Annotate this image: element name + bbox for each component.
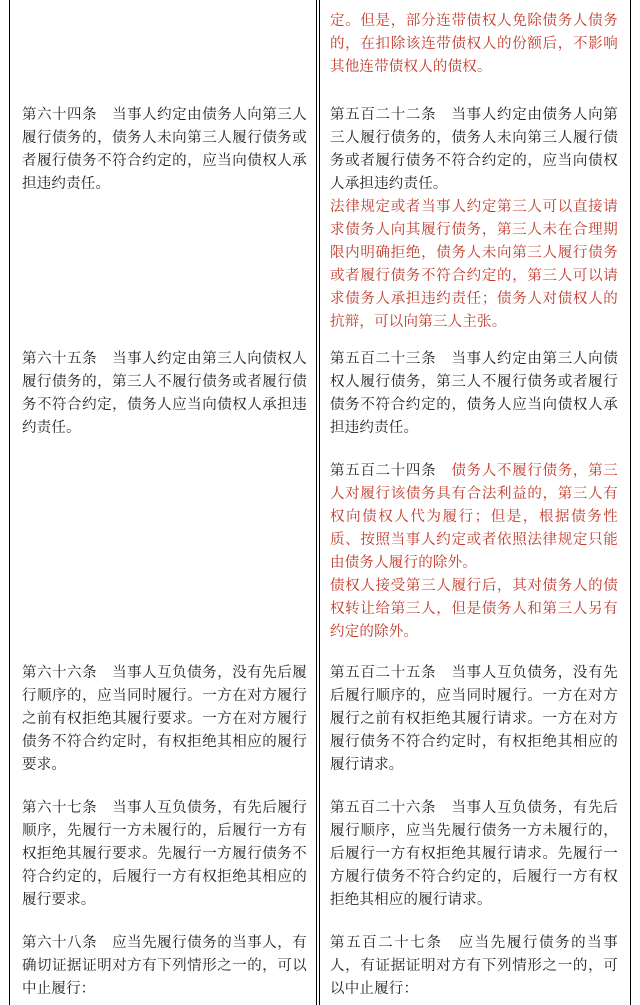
old-article-68: [22, 932, 307, 1001]
article-text: 第六十八条 应当先履行债务的当事人，有确切证据证明对方有下列情形之一的，可以中止履行：: [22, 935, 307, 997]
article-text: 第五百二十七条 应当先履行债务的当事人，有证据证明对方有下列情形之一的，可以中止履行：: [330, 935, 618, 997]
article-text: 第六十六条 当事人互负债务，没有先后履行顺序的，应当同时履行。一方在对方履行之前有权拒绝其履行要求。一方在对方履行债务不符合约定时，有权拒绝其相应的履行要求。: [22, 665, 307, 773]
article-added-text: 债务人不履行债务，第三人对履行该债务具有合法利益的，第三人有权向债权人代为履行；但是，根据债务性质、按照当事人约定或者依照法律规定只能由债务人履行的除外。: [330, 463, 618, 571]
new-article-524: [330, 460, 618, 644]
article-text: 第五百二十六条 当事人互负债务，有先后履行顺序，应当先履行债务一方未履行的，后履行一方有权拒绝其履行请求。先履行一方履行债务不符合约定的，后履行一方有权拒绝其相应的履行请求。: [330, 800, 618, 908]
continued-red-text: [330, 10, 618, 79]
new-article-527: [330, 932, 618, 1001]
article-text: 第六十四条 当事人约定由债务人向第三人履行债务的，债务人未向第三人履行债务或者履行债务不符合约定的，应当向债权人承担违约责任。: [22, 107, 307, 192]
article-text: 定。但是，部分连带债权人免除债务人债务的，在扣除该连带债权人的份额后，不影响其他连带债权人的债权。: [330, 13, 618, 75]
old-article-64: [22, 104, 307, 196]
center-divider-right: [319, 0, 320, 1005]
right-border: [630, 0, 631, 1005]
article-added-text: 法律规定或者当事人约定第三人可以直接请求债务人向其履行债务，第三人未在合理期限内明确拒绝，债务人未向第三人履行债务或者履行债务不符合约定的，第三人可以请求债务人承担违约责任；债务人对债权人的抗辩，可以向第三人主张。: [330, 199, 618, 330]
left-border: [9, 0, 10, 1005]
article-text: 第五百二十五条 当事人互负债务，没有先后履行顺序的，应当同时履行。一方在对方履行之前有权拒绝其履行请求。一方在对方履行债务不符合约定时，有权拒绝其相应的履行请求。: [330, 665, 618, 773]
article-added-text: 债权人接受第三人履行后，其对债务人的债权转让给第三人，但是债务人和第三人另有约定的除外。: [330, 578, 618, 640]
old-article-66: [22, 662, 307, 777]
new-article-526: [330, 797, 618, 912]
article-text: 第五百二十三条 当事人约定由第三人向债权人履行债务，第三人不履行债务或者履行债务不符合约定的，债务人应当向债权人承担违约责任。: [330, 351, 618, 436]
center-divider-left: [316, 0, 317, 1005]
article-heading: 第五百二十四条: [330, 463, 452, 479]
article-text: 第五百二十二条 当事人约定由债务人向第三人履行债务的，债务人未向第三人履行债务或者履行债务不符合约定的，应当向债权人承担违约责任。: [330, 107, 618, 192]
old-article-65: [22, 348, 307, 440]
article-text: 第六十七条 当事人互负债务，有先后履行顺序，先履行一方未履行的，后履行一方有权拒绝其履行要求。先履行一方履行债务不符合约定的，后履行一方有权拒绝其相应的履行要求。: [22, 800, 307, 908]
article-text: 第六十五条 当事人约定由第三人向债权人履行债务的，第三人不履行债务或者履行债务不符合约定，债务人应当向债权人承担违约责任。: [22, 351, 307, 436]
new-article-522: [330, 104, 618, 334]
new-article-523: [330, 348, 618, 440]
old-article-67: [22, 797, 307, 912]
new-article-525: [330, 662, 618, 777]
